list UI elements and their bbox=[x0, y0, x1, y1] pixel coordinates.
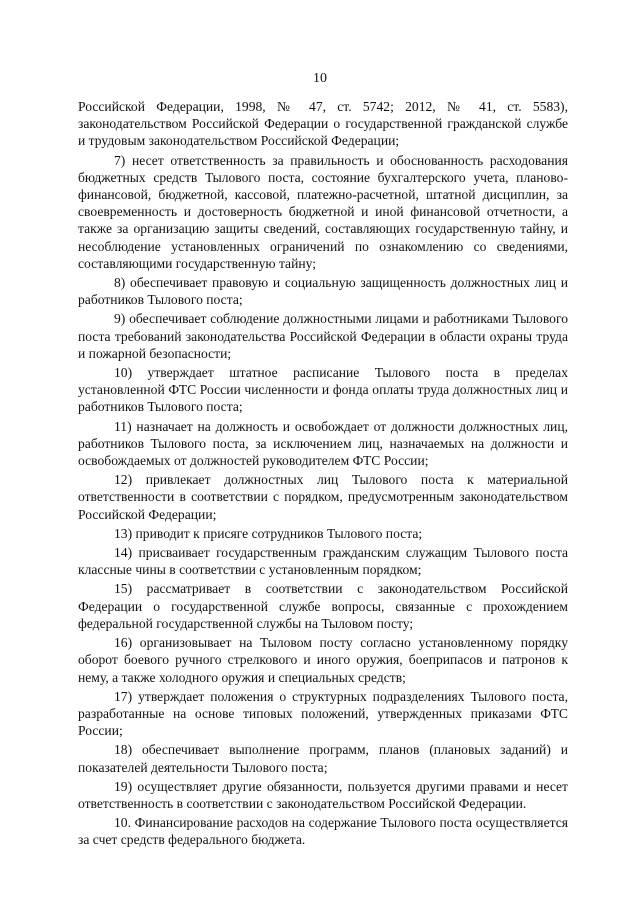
paragraph-item-16: 16) организовывает на Тыловом посту согласно установленному порядку оборот боевого ручного стрелкового и иного оружия, боеприпасов и патронов к нему, а также холодного оружия и специальных средств; bbox=[78, 635, 568, 685]
paragraph-item-18: 18) обеспечивает выполнение программ, планов (плановых заданий) и показателей деятельности Тылового поста; bbox=[78, 742, 568, 775]
paragraph-section-10: 10. Финансирование расходов на содержание Тылового поста осуществляется за счет средств федерального бюджета. bbox=[78, 815, 568, 848]
paragraph-item-19: 19) осуществляет другие обязанности, пользуется другими правами и несет ответственность в соответствии с законодательством Российской Федерации. bbox=[78, 778, 568, 811]
paragraph-item-12: 12) привлекает должностных лиц Тылового поста к материальной ответственности в соответствии с порядком, предусмотренным законодательством Российской Федерации; bbox=[78, 472, 568, 522]
paragraph-item-17: 17) утверждает положения о структурных подразделениях Тылового поста, разработанные на основе типовых положений, утвержденных приказами ФТС России; bbox=[78, 688, 568, 739]
paragraph-item-13: 13) приводит к присяге сотрудников Тылового поста; bbox=[114, 525, 423, 541]
paragraph-item-9: 9) обеспечивает соблюдение должностными лицами и работниками Тылового поста требований законодательства Российской Федерации в области охраны труда и пожарной безопасности; bbox=[78, 311, 568, 361]
page-number: 10 bbox=[313, 71, 327, 86]
paragraph-continuation: Российской Федерации, 1998, № 47, ст. 5742; 2012, № 41, ст. 5583), законодательством Российской Федерации о государственной гражданской службе и трудовым законодательством Российской Федерации; bbox=[78, 99, 568, 149]
paragraph-item-14: 14) присваивает государственным гражданским служащим Тылового поста классные чины в соответствии с установленным порядком; bbox=[78, 545, 568, 578]
document-body bbox=[78, 98, 568, 851]
paragraph-item-8: 8) обеспечивает правовую и социальную защищенность должностных лиц и работников Тылового поста; bbox=[78, 275, 568, 308]
paragraph-item-11: 11) назначает на должность и освобождает от должности должностных лиц, работников Тылового поста, за исключением лиц, назначаемых на должности и освобождаемых от должностей руководителем ФТС России; bbox=[78, 418, 568, 469]
paragraph-item-10: 10) утверждает штатное расписание Тылового поста в пределах установленной ФТС России численности и фонда оплаты труда должностных лиц и работников Тылового поста; bbox=[78, 365, 568, 415]
paragraph-item-7: 7) несет ответственность за правильность и обоснованность расходования бюджетных средств Тылового поста, состояние бухгалтерского учета, планово-финансовой, бюджетной, кассовой, платежно-расчетной, штатной дисциплин, за своевременность и достоверность бюджетной и иной финансовой отчетности, а также за организацию защиты сведений, составляющих государственную тайну, и несоблюдение установленных ограничений по ознакомлению со сведениями, составляющими государственную тайну; bbox=[78, 152, 568, 271]
paragraph-item-15: 15) рассматривает в соответствии с законодательством Российской Федерации о государственной службе вопросы, связанные с прохождением федеральной государственной службы на Тыловом посту; bbox=[78, 581, 568, 631]
